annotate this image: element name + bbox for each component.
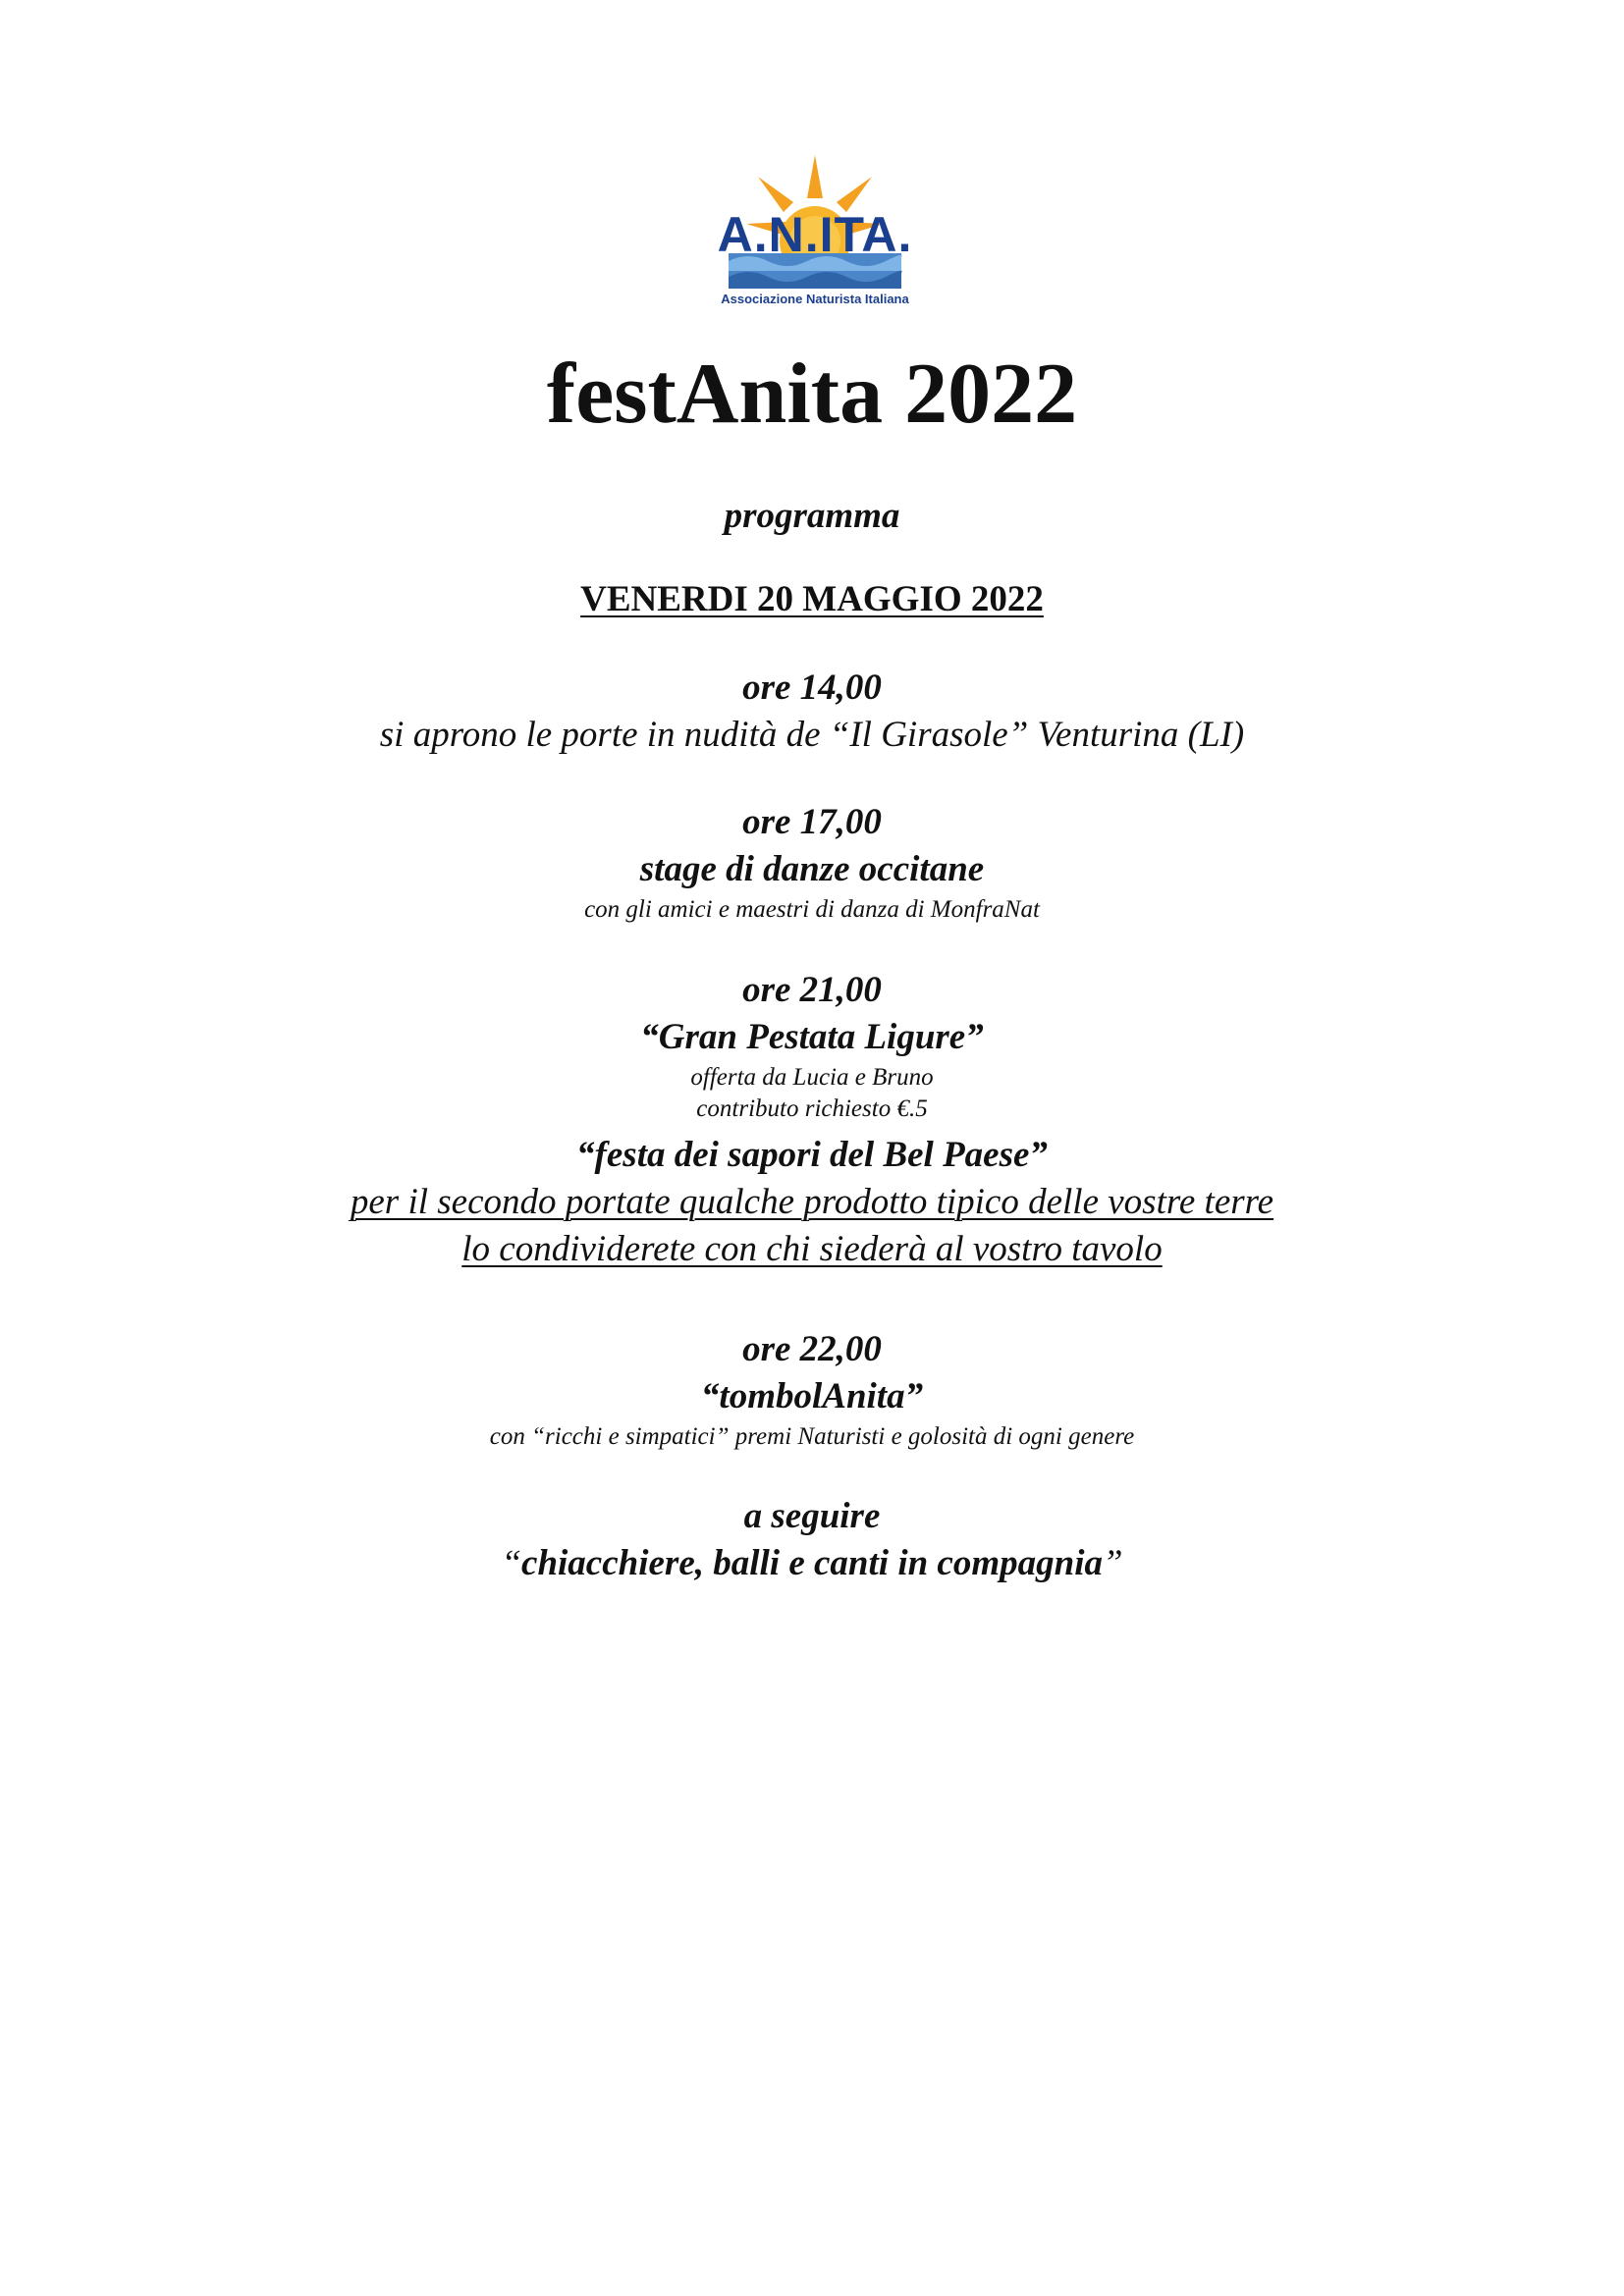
- event-4-title: “tombolAnita”: [700, 1376, 924, 1416]
- logo-tagline: Associazione Naturista Italiana: [721, 292, 909, 306]
- event-3-note-2: contributo richiesto €.5: [696, 1095, 928, 1122]
- event-2-note: con gli amici e maestri di danza di MonfraNat: [584, 896, 1040, 923]
- event-date-text: VENERDI 20 MAGGIO 2022: [580, 579, 1044, 619]
- event-5-time: a seguire: [743, 1496, 881, 1536]
- event-1-desc: si aprono le porte in nudità de “Il Girasole” Venturina (LI): [379, 715, 1245, 755]
- event-3-title-2: “festa dei sapori del Bel Paese”: [576, 1135, 1048, 1175]
- page-title: festAnita 2022: [546, 347, 1078, 442]
- event-5-title: chiacchiere, balli e canti in compagnia: [521, 1543, 1103, 1583]
- event-2-title: stage di danze occitane: [639, 849, 985, 889]
- event-1-time: ore 14,00: [742, 667, 882, 708]
- subtitle: programma: [724, 496, 900, 536]
- event-date: [0, 577, 1624, 622]
- event-5-line: “chiacchiere, balli e canti in compagnia”: [501, 1543, 1123, 1583]
- event-3-line-2-text: lo condividerete con chi siederà al vostro tavolo: [461, 1229, 1163, 1269]
- logo-letters: A.N.ITA.: [717, 207, 913, 262]
- event-3-line-2: [0, 1227, 1624, 1272]
- event-4-time: ore 22,00: [742, 1329, 882, 1369]
- event-3-time: ore 21,00: [742, 970, 882, 1010]
- anita-logo: [687, 147, 943, 309]
- event-3-line-1-text: per il secondo portate qualche prodotto tipico delle vostre terre: [350, 1182, 1274, 1222]
- event-2-time: ore 17,00: [742, 802, 882, 842]
- event-4-note: con “ricchi e simpatici” premi Naturisti e golosità di ogni genere: [489, 1423, 1135, 1450]
- event-3-line-1: [0, 1180, 1624, 1225]
- event-3-note-1: offerta da Lucia e Bruno: [690, 1064, 934, 1091]
- event-3-title: “Gran Pestata Ligure”: [640, 1017, 984, 1057]
- sun-over-sea-logo-icon: [687, 147, 943, 309]
